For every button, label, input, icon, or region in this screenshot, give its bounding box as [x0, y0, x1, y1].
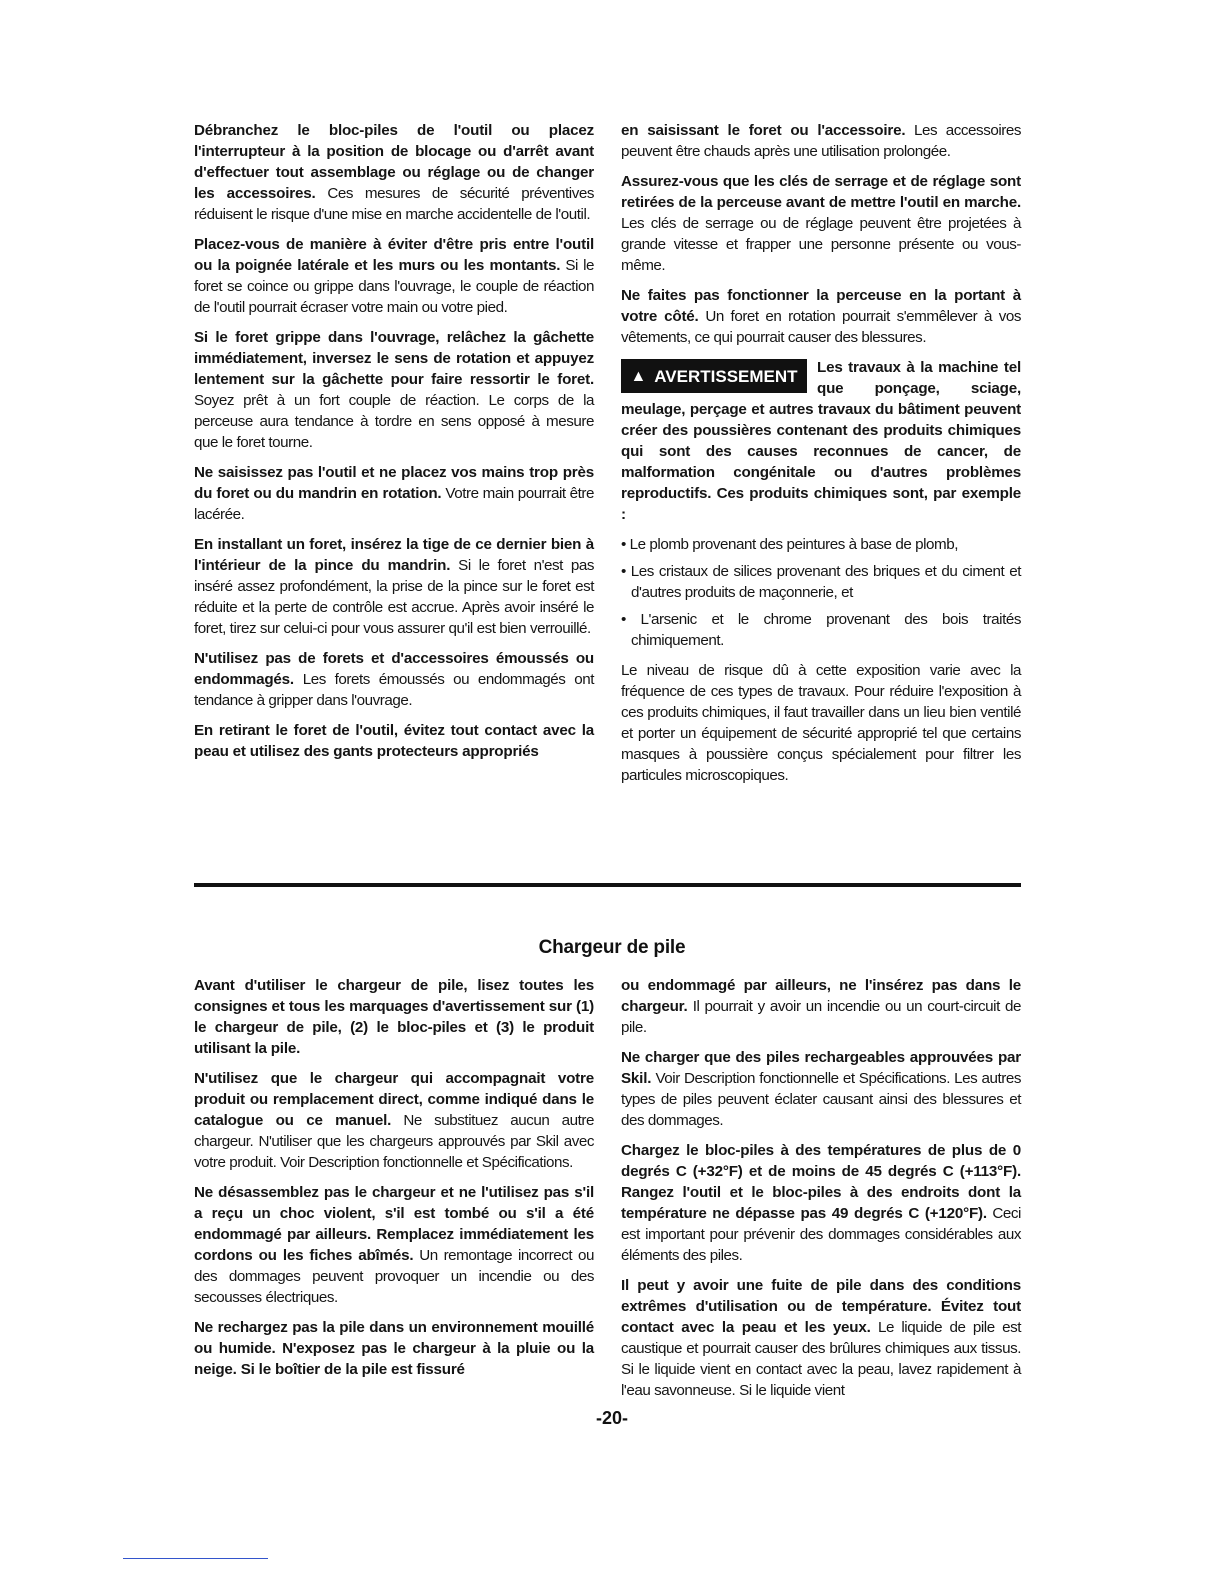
section-divider [194, 883, 1021, 887]
warning-label [621, 359, 807, 393]
paragraph: Ne désassemblez pas le chargeur et ne l'utilisez pas s'il a reçu un choc violent, s'il est tombé ou s'il a été endommagé par ailleurs. Remplacez immédiatement les cordons ou les fiches abîmés. Un remontage incorrect ou des dommages peuvent provoquer un incendie ou des secousses électriques. [194, 1184, 594, 1306]
paragraph: en saisissant le foret ou l'accessoire. Les accessoires peuvent être chauds après une utilisation prolongée. [621, 122, 1021, 160]
list-item: • L'arsenic et le chrome provenant des bois traités chimiquement. [621, 611, 1021, 649]
paragraph: Placez-vous de manière à éviter d'être pris entre l'outil ou la poignée latérale et les murs ou les montants. Si le foret se coince ou grippe dans l'ouvrage, le couple de réaction de l'outil pourrait écraser votre main ou votre pied. [194, 236, 594, 316]
paragraph: Débranchez le bloc-piles de l'outil ou placez l'interrupteur à la position de blocage ou d'arrêt avant d'effectuer tout assemblage ou réglage ou de changer les accessoires. Ces mesures de sécurité préventives réduisent le risque d'une mise en marche accidentelle de l'outil. [194, 122, 594, 223]
warning-bullet-list [621, 534, 1021, 651]
paragraph: Assurez-vous que les clés de serrage et de réglage sont retirées de la perceuse avant de mettre l'outil en marche. Les clés de serrage ou de réglage peuvent être projetées à grande vitesse et frapper une personne présente ou vous-même. [621, 173, 1021, 274]
safety-column-top-right [621, 120, 1021, 795]
paragraph: Chargez le bloc-piles à des températures de plus de 0 degrés C (+32°F) et de moins de 45 degrés C (+113°F). Rangez l'outil et le bloc-piles à des endroits dont la température ne dépasse pas 49 degrés C (+120°F). Ceci est important pour prévenir des dommages considérables aux éléments des piles. [621, 1142, 1021, 1264]
warning-closing: Le niveau de risque dû à cette exposition varie avec la fréquence de ces types de travaux. Pour réduire l'exposition à ces produits chimiques, il faut travailler dans un lieu bien ventilé et porter un équipement de sécurité approprié tel que certains masques à poussière conçus spécialement pour filtrer les particules microscopiques. [621, 662, 1021, 784]
section-title: Chargeur de pile [538, 937, 686, 958]
paragraph: Avant d'utiliser le chargeur de pile, lisez toutes les consignes et tous les marquages d'avertissement sur (1) le chargeur de pile, (2) le bloc-piles et (3) le produit utilisant la pile. [194, 977, 594, 1057]
paragraph: Ne faites pas fonctionner la perceuse en la portant à votre côté. Un foret en rotation pourrait s'emmêlever à vos vêtements, ce qui pourrait causer des blessures. [621, 287, 1021, 346]
charger-column-right [621, 975, 1021, 1410]
warning-text: Les travaux à la machine tel que ponçage, sciage, meulage, perçage et autres travaux du bâtiment peuvent créer des poussières contenant des produits chimiques qui sont des causes reconnues de cancer, de malformation congénitale ou d'autres problèmes reproductifs. Ces produits chimiques sont, par exemple : [621, 359, 1021, 523]
warning-paragraph [621, 357, 1021, 525]
warning-triangle-icon: ▲ [630, 367, 647, 385]
paragraph: Ne charger que des piles rechargeables approuvées par Skil. Voir Description fonctionnelle et Spécifications. Les autres types de piles peuvent éclater causant ainsi des blessures et des dommages. [621, 1049, 1021, 1129]
warning-label-text: AVERTISSEMENT [654, 366, 798, 386]
paragraph: N'utilisez pas de forets et d'accessoires émoussés ou endommagés. Les forets émoussés ou endommagés ont tendance à gripper dans l'ouvrage. [194, 650, 594, 709]
paragraph: N'utilisez que le chargeur qui accompagnait votre produit ou remplacement direct, comme indiqué dans le catalogue ou ce manuel. Ne substituez aucun autre chargeur. N'utiliser que les chargeurs approuvés par Skil avec votre produit. Voir Description fonctionnelle et Spécifications. [194, 1070, 594, 1171]
paragraph: ou endommagé par ailleurs, ne l'insérez pas dans le chargeur. Il pourrait y avoir un incendie ou un court-circuit de pile. [621, 977, 1021, 1036]
footnote-separator [123, 1558, 268, 1559]
safety-column-top-left [194, 120, 594, 771]
charger-column-left [194, 975, 594, 1389]
paragraph: En installant un foret, insérez la tige de ce dernier bien à l'intérieur de la pince du mandrin. Si le foret n'est pas inséré assez profondément, la prise de la pince sur le foret est réduite et la perte de contrôle est accrue. Après avoir inséré le foret, tirez sur celui-ci pour vous assurer qu'il est bien verrouillé. [194, 536, 594, 637]
paragraph: Si le foret grippe dans l'ouvrage, relâchez la gâchette immédiatement, inversez le sens de rotation et appuyez lentement sur la gâchette pour faire ressortir le foret. Soyez prêt à un fort couple de réaction. Le corps de la perceuse aura tendance à tordre en sens opposé à mesure que le foret tourne. [194, 329, 594, 451]
page-number: -20- [595, 1408, 628, 1428]
list-item: • Le plomb provenant des peintures à base de plomb, [621, 536, 958, 553]
paragraph: Ne rechargez pas la pile dans un environnement mouillé ou humide. N'exposez pas le chargeur à la pluie ou la neige. Si le boîtier de la pile est fissuré [194, 1319, 594, 1378]
paragraph: En retirant le foret de l'outil, évitez tout contact avec la peau et utilisez des gants protecteurs appropriés [194, 722, 594, 760]
list-item: • Les cristaux de silices provenant des briques et du ciment et d'autres produits de maçonnerie, et [621, 563, 1021, 601]
paragraph: Ne saisissez pas l'outil et ne placez vos mains trop près du foret ou du mandrin en rotation. Votre main pourrait être lacérée. [194, 464, 594, 523]
paragraph: Il peut y avoir une fuite de pile dans des conditions extrêmes d'utilisation ou de température. Évitez tout contact avec la peau et les yeux. Le liquide de pile est caustique et pourrait causer des brûlures chimiques aux tissus. Si le liquide vient en contact avec la peau, lavez rapidement à l'eau savonneuse. Si le liquide vient [621, 1277, 1021, 1399]
